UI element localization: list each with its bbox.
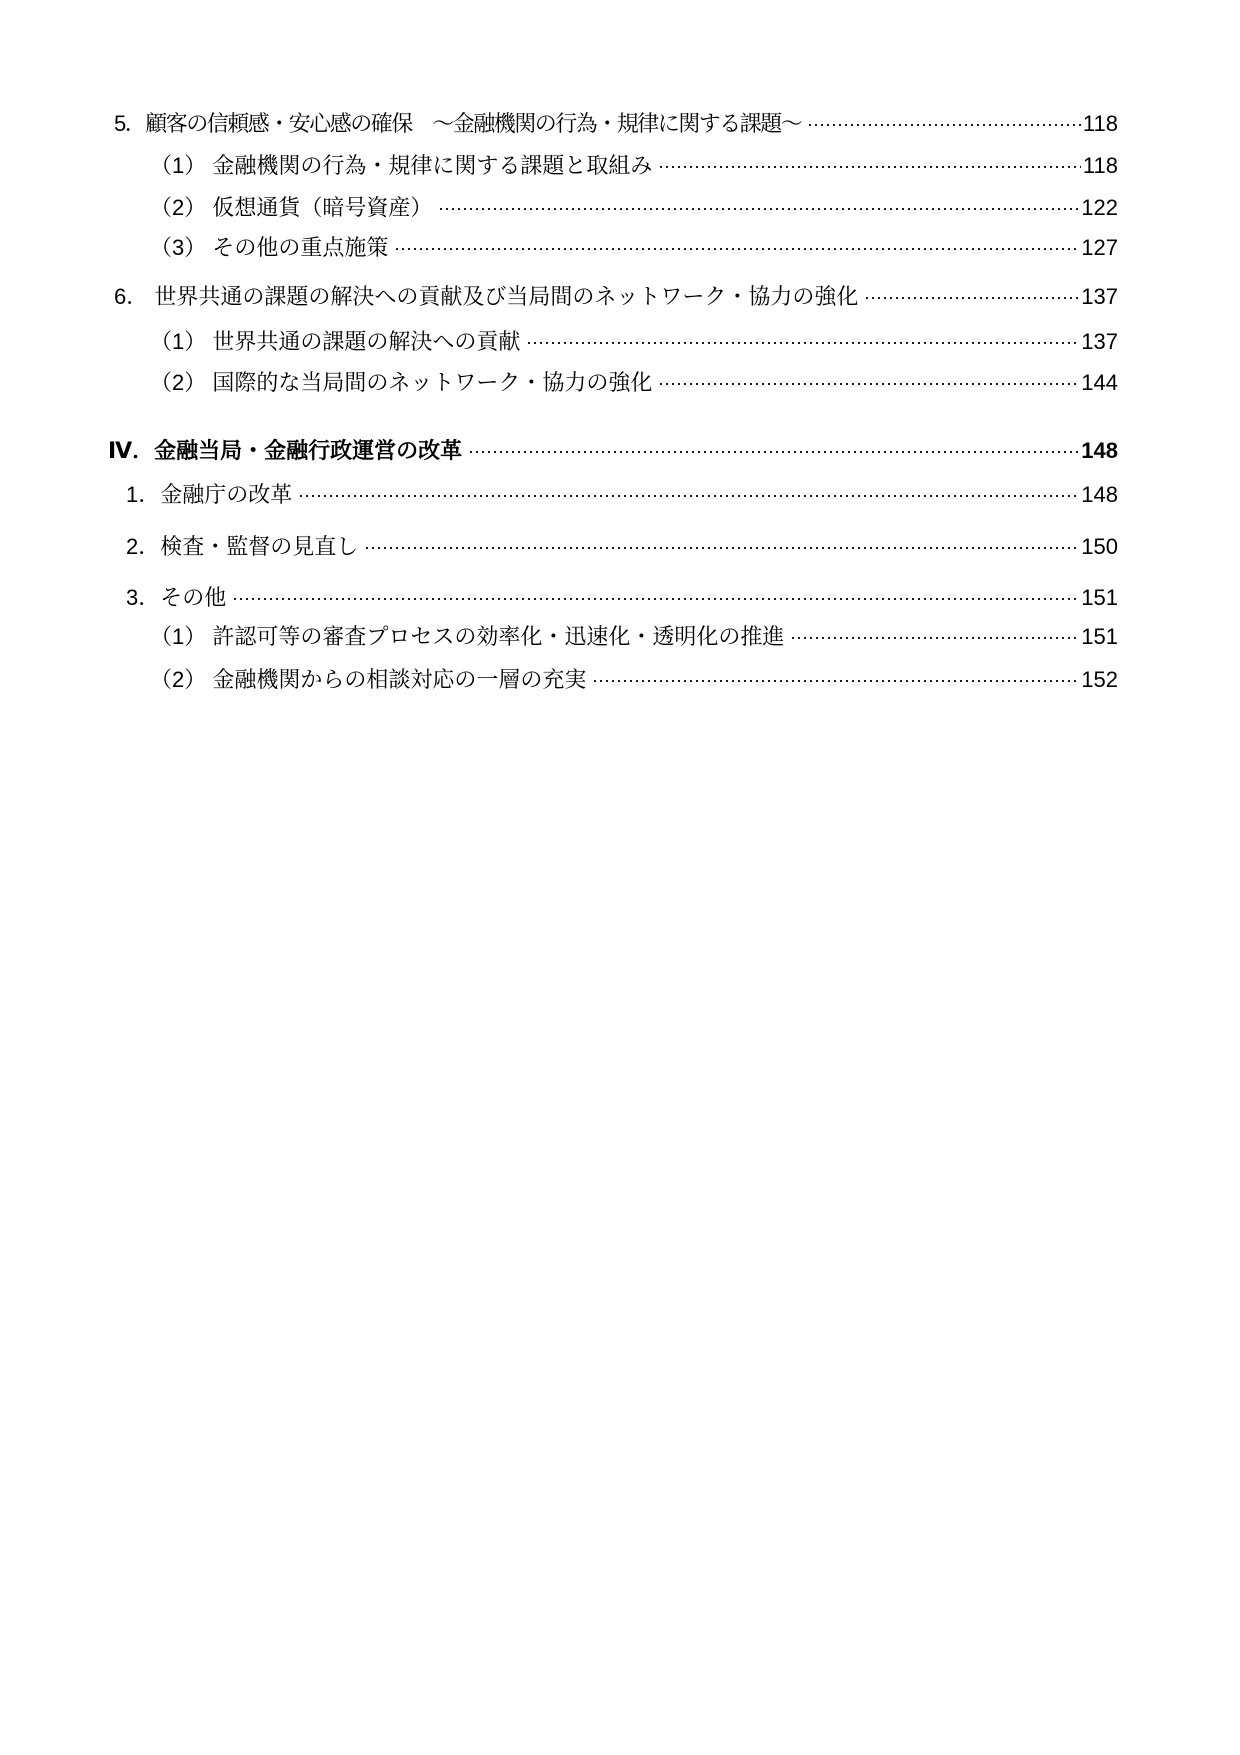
toc-entry-page: 137	[1081, 284, 1118, 309]
dot-leader	[300, 495, 1079, 497]
toc-entry-page: 150	[1081, 534, 1118, 559]
toc-entry	[150, 193, 1118, 223]
toc-entry-page: 118	[1082, 153, 1118, 178]
toc-entry-page: 148	[1081, 482, 1118, 507]
toc-entry	[150, 327, 1118, 357]
toc-entry-label: 5．顧客の信頼感・安心感の確保 ～金融機関の行為・規律に関する課題～	[114, 111, 802, 136]
dot-leader	[809, 124, 1081, 126]
toc-entry	[114, 282, 1118, 312]
dot-leader	[366, 547, 1079, 549]
toc-entry-label: 3．その他	[126, 585, 227, 610]
dot-leader	[470, 451, 1079, 453]
toc-entry	[150, 233, 1118, 263]
toc-entry	[126, 480, 1118, 510]
dot-leader	[660, 166, 1081, 168]
toc-entry	[114, 109, 1118, 139]
toc-entry-label: （2） 国際的な当局間のネットワーク・協力の強化	[150, 370, 653, 395]
dot-leader	[660, 383, 1079, 385]
toc-entry-page: 144	[1081, 370, 1118, 395]
toc-entry	[126, 532, 1118, 562]
toc-entry-page: 122	[1081, 195, 1118, 220]
dot-leader	[396, 248, 1079, 250]
toc-entry-page: 137	[1081, 329, 1118, 354]
toc-entry-label: 2．検査・監督の見直し	[126, 534, 359, 559]
toc-entry	[150, 622, 1118, 652]
toc-section-heading	[108, 436, 1118, 466]
toc-entry	[126, 583, 1118, 613]
dot-leader	[866, 297, 1079, 299]
toc-entry-page: 151	[1081, 585, 1118, 610]
toc-entry-page: 152	[1081, 667, 1118, 692]
toc-entry-page: 127	[1081, 235, 1118, 260]
dot-leader	[234, 598, 1079, 600]
toc-entry-page: 151	[1081, 624, 1118, 649]
toc-entry-page: 148	[1081, 438, 1118, 463]
toc-entry-label: （3） その他の重点施策	[150, 235, 389, 260]
dot-leader	[594, 680, 1079, 682]
toc-entry-label: 1．金融庁の改革	[126, 482, 293, 507]
toc-entry-page: 118	[1082, 111, 1118, 136]
toc-entry-label: （2） 仮想通貨（暗号資産）	[150, 195, 433, 220]
toc-entry	[150, 665, 1118, 695]
toc-entry-label: Ⅳ．金融当局・金融行政運営の改革	[108, 438, 463, 463]
dot-leader	[792, 637, 1079, 639]
toc-entry-label: （1） 許認可等の審査プロセスの効率化・迅速化・透明化の推進	[150, 624, 785, 649]
toc-entry-label: （1） 世界共通の課題の解決への貢献	[150, 329, 521, 354]
dot-leader	[440, 208, 1079, 210]
toc-entry-label: （1） 金融機関の行為・規律に関する課題と取組み	[150, 153, 653, 178]
toc-entry-label: （2） 金融機関からの相談対応の一層の充実	[150, 667, 587, 692]
toc-entry	[150, 151, 1118, 181]
toc-entry-label: 6． 世界共通の課題の解決への貢献及び当局間のネットワーク・協力の強化	[114, 284, 859, 309]
dot-leader	[528, 342, 1079, 344]
toc-entry	[150, 368, 1118, 398]
